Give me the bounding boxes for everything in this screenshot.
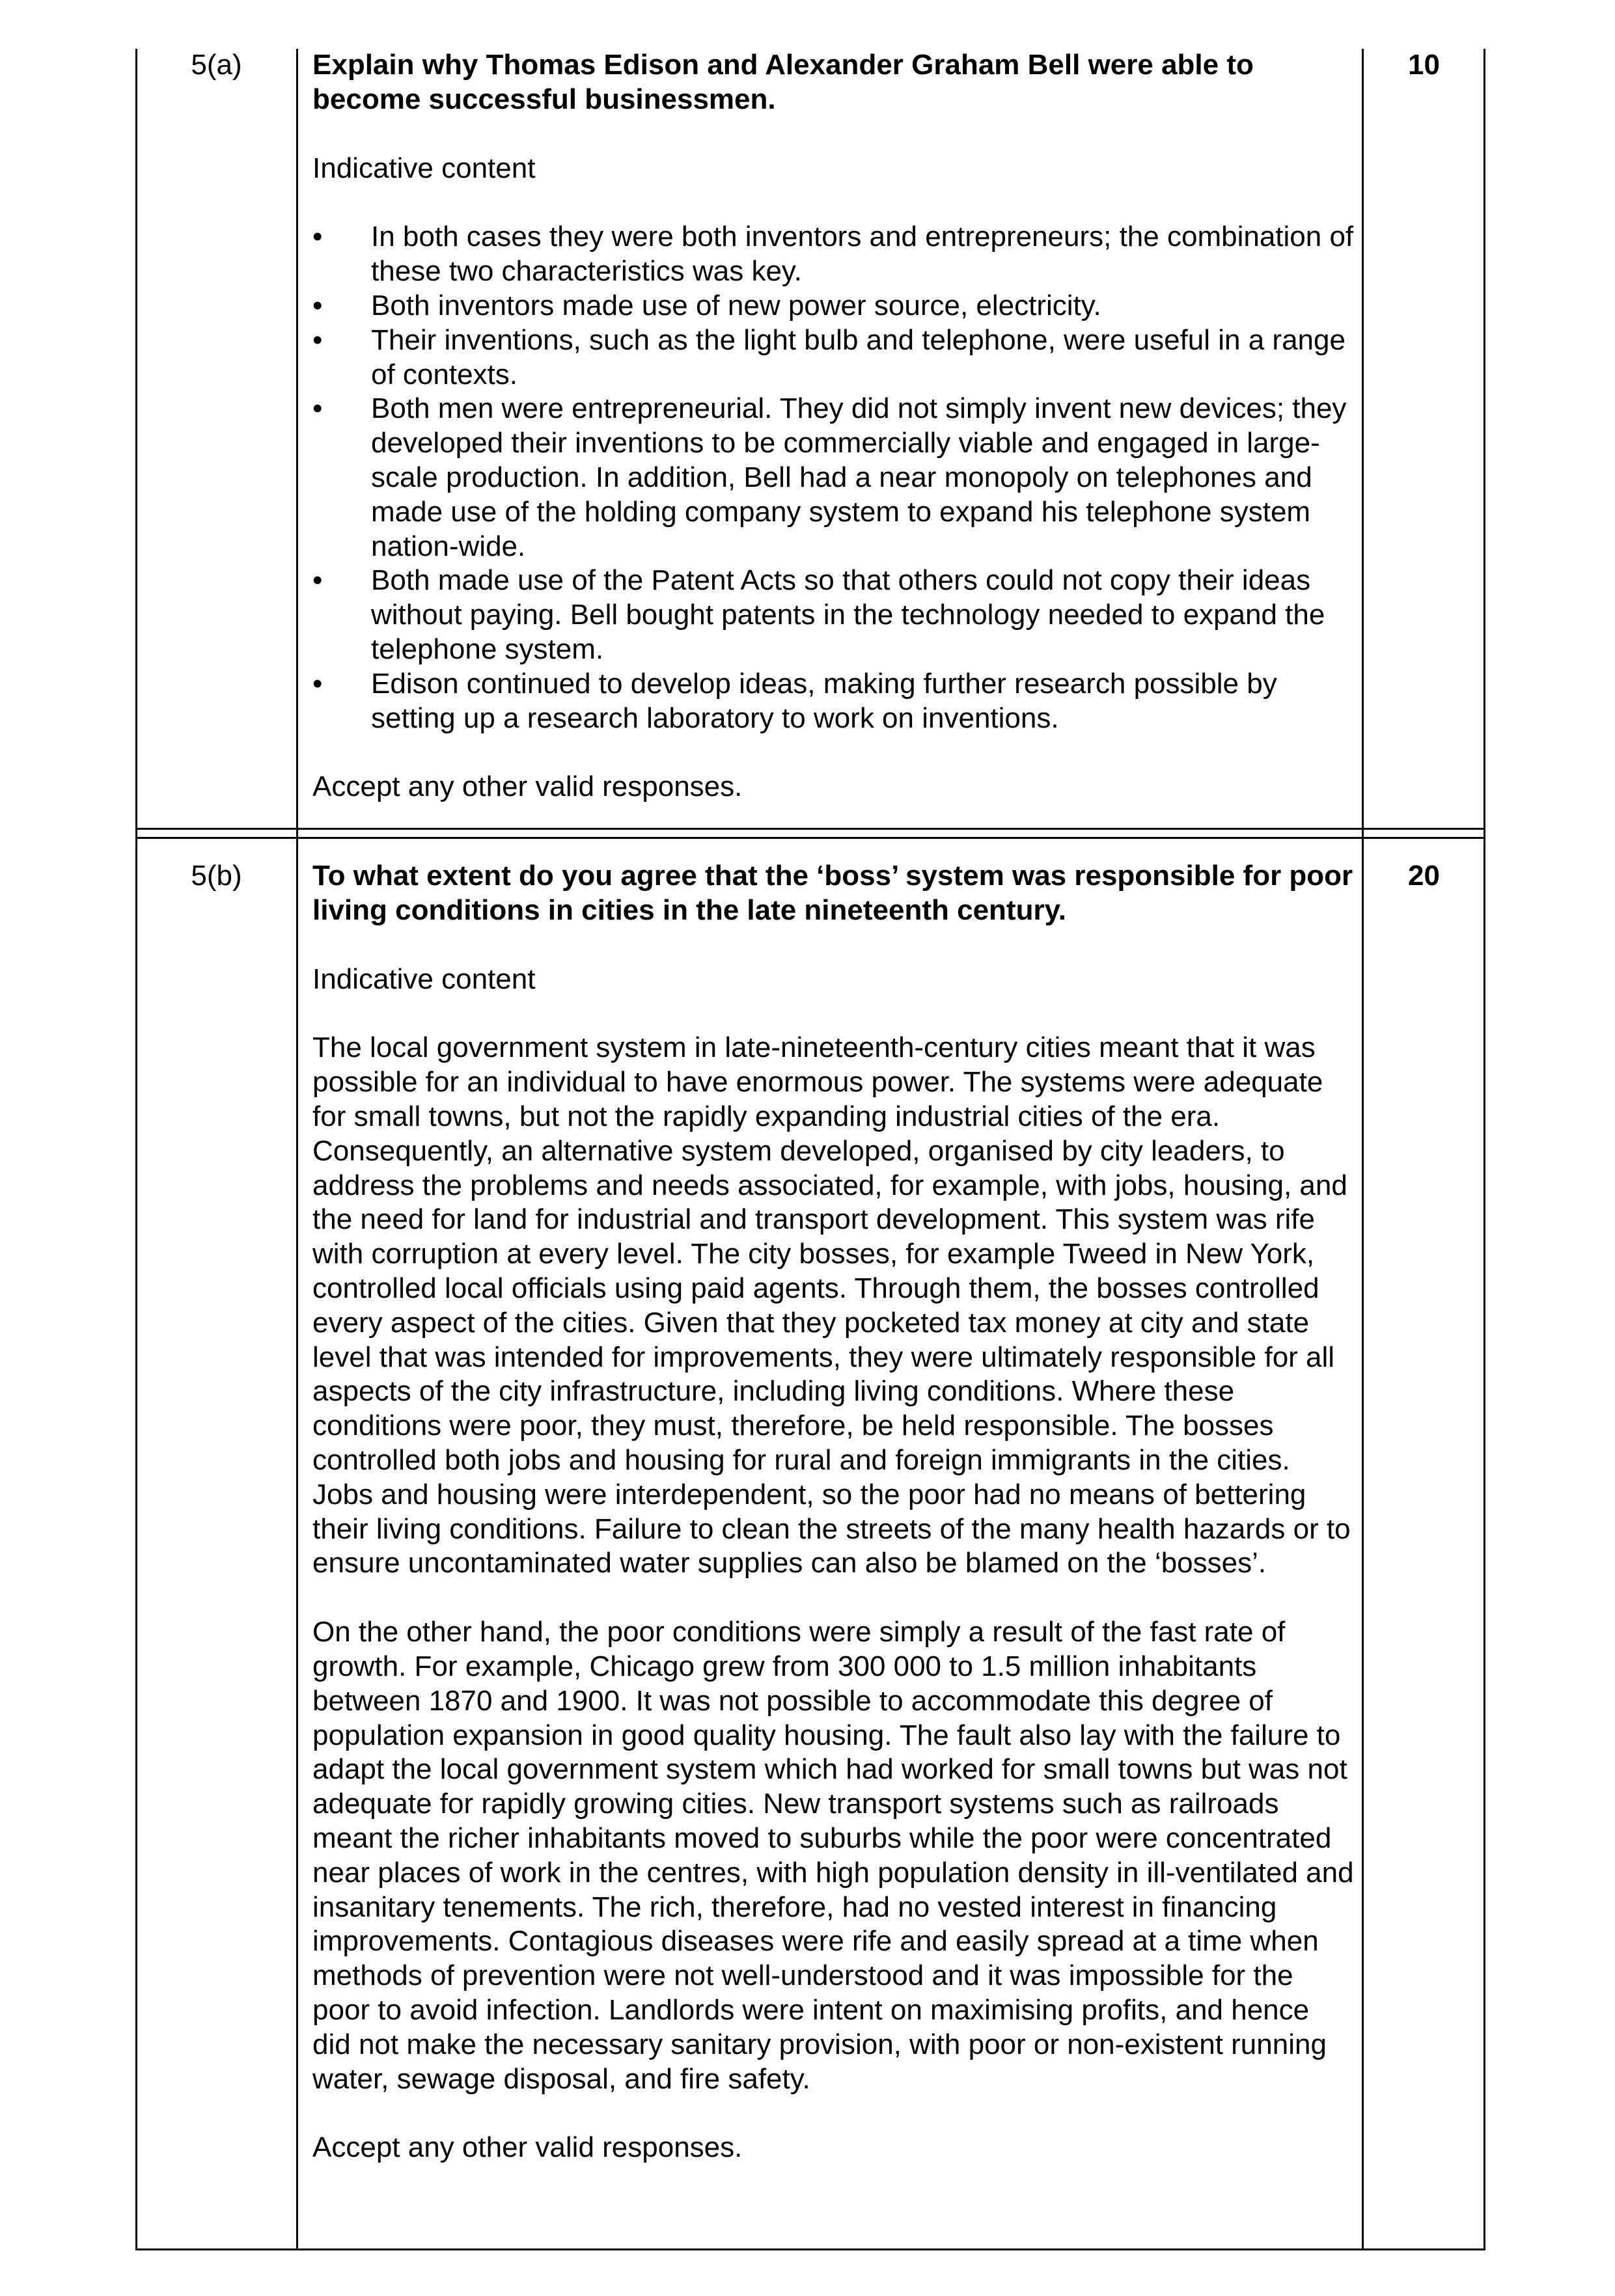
answer-content-5a (312, 48, 1354, 804)
bullet-list-5a (312, 220, 1354, 735)
table-right-border (1484, 49, 1485, 2250)
question-number-5a: 5(a) (191, 49, 242, 81)
accept-other-responses-5b: Accept any other valid responses. (312, 2131, 743, 2164)
list-item: • Both made use of the Patent Acts so that others could not copy their ideas without paying. Bell bought patents in the technology needed to expand the telephone system. (312, 564, 1325, 665)
paragraph-other-causes: On the other hand, the poor conditions were simply a result of the fast rate of growth. For example, Chicago grew from 300 000 to 1.5 million inhabitants between 1870 and 1900. It was not possible to accommodate this degree of population expansion in good quality housing. The fault also lay with the failure to adapt the local government system which had worked for small towns but was not adequate for rapidly growing cities. New transport systems such as railroads meant the richer inhabitants moved to suburbs while the poor were concentrated near places of work in the centres, with high population density in ill-ventilated and insanitary tenements. The rich, therefore, had no vested interest in financing improvements. Contagious diseases were rife and easily spread at a time when methods of prevention were not well-understood and it was impossible for the poor to avoid infection. Landlords were intent on maximising profits, and hence did not make the necessary sanitary provision, with poor or non-existent running water, sewage disposal, and fire safety. (312, 1616, 1354, 2095)
answer-content-5b (312, 859, 1354, 2165)
marks-5a: 10 (1408, 49, 1440, 81)
bullet-icon: • (312, 323, 323, 356)
question-text-5b: To what extent do you agree that the ‘boss’ system was responsible for poor living conditions in cities in the late nineteenth century. (312, 860, 1353, 926)
table-column-divider-1 (296, 49, 298, 2250)
bullet-icon: • (312, 289, 323, 321)
list-item: • Their inventions, such as the light bulb and telephone, were useful in a range of contexts. (312, 323, 1346, 390)
row-divider-bottom (135, 837, 1485, 839)
bullet-icon: • (312, 392, 323, 425)
paragraph-boss-system: The local government system in late-nineteenth-century cities meant that it was possible for an individual to have enormous power. The systems were adequate for small towns, but not the rapidly expanding industrial cities of the era. Consequently, an alternative system developed, organised by city leaders, to address the problems and needs associated, for example, with jobs, housing, and the need for land for industrial and transport development. This system was rife with corruption at every level. The city bosses, for example Tweed in New York, controlled local officials using paid agents. Through them, the bosses controlled every aspect of the cities. Given that they pocketed tax money at city and state level that was intended for improvements, they were ultimately responsible for all aspects of the city infrastructure, including living conditions. Where these conditions were poor, they must, therefore, be held responsible. The bosses controlled both jobs and housing for rural and foreign immigrants in the cities. Jobs and housing were interdependent, so the poor had no means of bettering their living conditions. Failure to clean the streets of the many health hazards or to ensure uncontaminated water supplies can also be blamed on the ‘bosses’. (312, 1032, 1351, 1579)
question-number-5b: 5(b) (191, 860, 242, 892)
question-text-5a: Explain why Thomas Edison and Alexander Graham Bell were able to become successful businessmen. (312, 49, 1254, 115)
list-item: • Both men were entrepreneurial. They did not simply invent new devices; they developed their inventions to be commercially viable and engaged in large-scale production. In addition, Bell had a near monopoly on telephones and made use of the holding company system to expand his telephone system nation-wide. (312, 392, 1347, 562)
list-item: • Edison continued to develop ideas, making further research possible by setting up a research laboratory to work on inventions. (312, 667, 1277, 734)
indicative-content-label-5a: Indicative content (312, 152, 536, 184)
table-left-border (135, 49, 137, 2250)
table-column-divider-2 (1362, 49, 1364, 2250)
list-item: • In both cases they were both inventors and entrepreneurs; the combination of these two characteristics was key. (312, 221, 1354, 288)
list-item: • Both inventors made use of new power source, electricity. (312, 289, 1354, 323)
marks-5b: 20 (1408, 860, 1440, 892)
row-divider-top (135, 828, 1485, 830)
bullet-icon: • (312, 221, 323, 253)
indicative-content-label-5b: Indicative content (312, 963, 536, 995)
bullet-icon: • (312, 564, 323, 597)
accept-other-responses-5a: Accept any other valid responses. (312, 771, 743, 803)
bullet-icon: • (312, 667, 323, 700)
table-bottom-border (135, 2248, 1485, 2250)
